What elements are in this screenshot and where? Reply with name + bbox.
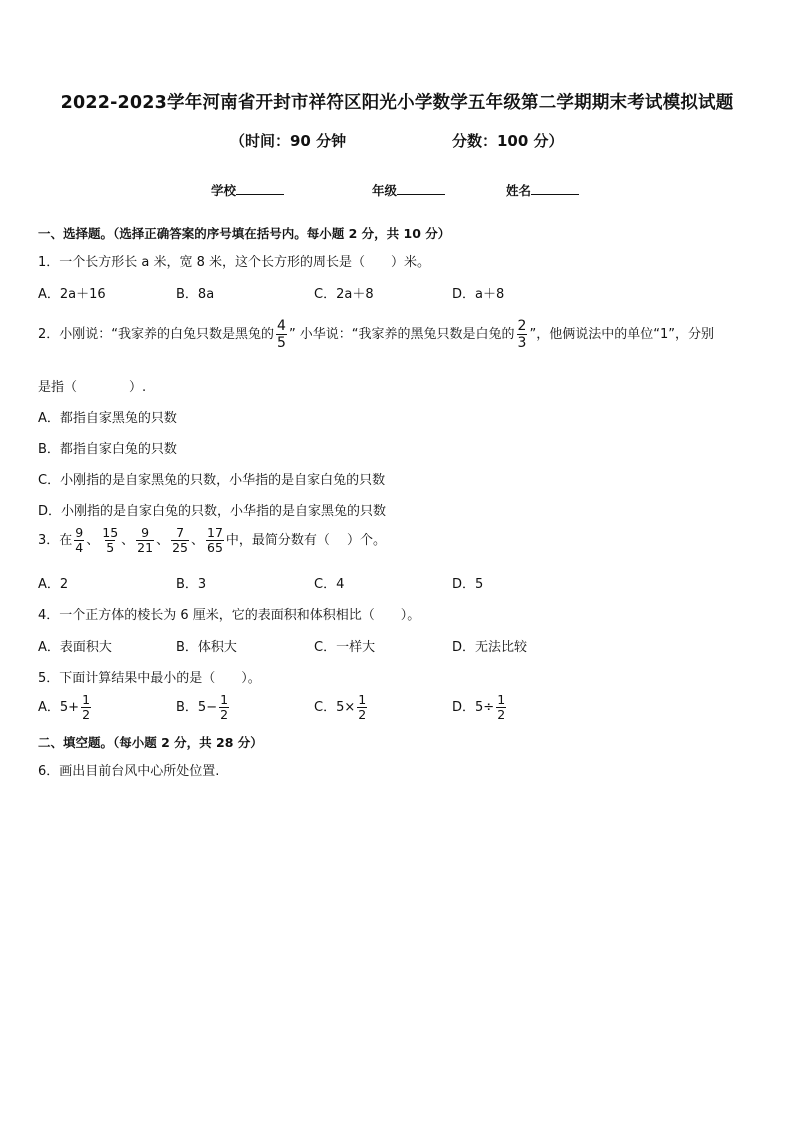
q1-option-b: B．8a <box>176 287 215 302</box>
fraction-denominator: 5 <box>106 540 115 555</box>
q5-option-d <box>452 693 508 722</box>
question-6: 6．画出目前台风中心所处位置. <box>38 764 220 779</box>
q4-option-c: C．一样大 <box>314 640 376 655</box>
grade-field <box>372 181 445 199</box>
section-2-heading: 二、填空题。（每小题 2 分，共 28 分） <box>38 735 263 750</box>
q3-separator: 、 <box>86 533 100 548</box>
fraction-numerator: 1 <box>497 692 506 707</box>
question-1: 1．一个长方形长 a 米，宽 8 米，这个长方形的周长是（ ）米。 <box>38 255 431 270</box>
q3-fraction-1 <box>74 526 84 555</box>
q2-option-c: C．小刚指的是自家黑兔的只数，小华指的是自家白兔的只数 <box>38 473 386 488</box>
q2-fraction-1 <box>276 318 287 351</box>
q3-option-a: A．2 <box>38 577 69 592</box>
exam-time: （时间：90 分钟 <box>230 132 347 150</box>
q3-fraction-3 <box>136 526 154 555</box>
q3-fraction-4 <box>171 526 189 555</box>
q3-separator: 、 <box>191 533 205 548</box>
question-5: 5．下面计算结果中最小的是（ ）。 <box>38 671 261 686</box>
q2-text-part2: ” 小华说：“我家养的黑兔只数是白兔的 <box>288 327 515 342</box>
q2-option-d: D．小刚指的是自家白兔的只数，小华指的是自家黑兔的只数 <box>38 504 387 519</box>
question-2-line-2: 是指（ ）. <box>38 380 147 395</box>
fraction-numerator: 1 <box>82 692 91 707</box>
q1-option-a: A．2a＋16 <box>38 287 106 302</box>
q5-option-a-fraction <box>81 693 91 722</box>
fraction-numerator: 1 <box>358 692 367 707</box>
name-field <box>506 181 579 199</box>
q3-option-c: C．4 <box>314 577 345 592</box>
grade-label: 年级 <box>372 183 398 198</box>
fraction-denominator: 4 <box>75 540 84 555</box>
fraction-numerator: 4 <box>277 318 286 334</box>
q3-separator: 、 <box>121 533 135 548</box>
question-2 <box>38 318 714 351</box>
fraction-denominator: 2 <box>358 707 367 722</box>
fraction-denominator: 2 <box>220 707 229 722</box>
fraction-numerator: 15 <box>102 525 119 540</box>
option-label: B．5− <box>176 700 218 715</box>
q3-prefix: 3．在 <box>38 533 73 548</box>
page-title: 2022-2023学年河南省开封市祥符区阳光小学数学五年级第二学期期末考试模拟试题 <box>60 93 734 113</box>
fraction-numerator: 1 <box>220 692 229 707</box>
name-blank <box>531 182 579 195</box>
q4-option-d: D．无法比较 <box>452 640 528 655</box>
fraction-denominator: 2 <box>82 707 91 722</box>
q5-option-a <box>38 693 93 722</box>
name-label: 姓名 <box>506 183 532 198</box>
fraction-numerator: 9 <box>75 525 84 540</box>
option-label: C．5× <box>314 700 356 715</box>
fraction-numerator: 17 <box>207 525 223 540</box>
q4-option-a: A．表面积大 <box>38 640 112 655</box>
question-4: 4．一个正方体的棱长为 6 厘米，它的表面积和体积相比（ ）。 <box>38 608 421 623</box>
fraction-numerator: 2 <box>517 318 527 334</box>
fraction-denominator: 65 <box>207 540 223 555</box>
q5-option-b-fraction <box>219 693 229 722</box>
q3-option-b: B．3 <box>176 577 207 592</box>
fraction-denominator: 2 <box>497 707 506 722</box>
q5-option-c-fraction <box>357 693 367 722</box>
q3-separator: 、 <box>156 533 170 548</box>
q4-option-b: B．体积大 <box>176 640 237 655</box>
q2-option-b: B．都指自家白兔的只数 <box>38 442 177 457</box>
school-field <box>211 181 284 199</box>
q1-option-d: D．a＋8 <box>452 287 505 302</box>
option-label: A．5+ <box>38 700 80 715</box>
section-1-heading: 一、选择题。（选择正确答案的序号填在括号内。每小题 2 分，共 10 分） <box>38 226 451 241</box>
q2-text-part1: 2．小刚说：“我家养的白兔只数是黑兔的 <box>38 327 275 342</box>
q3-fraction-2 <box>101 526 119 555</box>
q3-suffix: 中，最简分数有（ ）个。 <box>225 533 387 548</box>
fraction-numerator: 9 <box>141 525 150 540</box>
q2-fraction-2 <box>517 318 528 351</box>
q5-option-b <box>176 693 231 722</box>
question-3 <box>38 526 386 555</box>
school-label: 学校 <box>211 183 237 198</box>
q1-option-c: C．2a＋8 <box>314 287 374 302</box>
q5-option-c <box>314 693 369 722</box>
school-blank <box>236 182 284 195</box>
q2-text-part3: ”，他俩说法中的单位“1”，分别 <box>529 327 714 342</box>
q3-option-d: D．5 <box>452 577 484 592</box>
fraction-denominator: 21 <box>137 540 154 555</box>
fraction-denominator: 5 <box>277 335 286 351</box>
fraction-numerator: 7 <box>176 525 185 540</box>
q2-option-a: A．都指自家黑兔的只数 <box>38 411 177 426</box>
exam-score: 分数：100 分） <box>452 132 564 150</box>
q3-fraction-5 <box>206 526 224 555</box>
grade-blank <box>397 182 445 195</box>
q5-option-d-fraction <box>496 693 506 722</box>
option-label: D．5÷ <box>452 700 495 715</box>
fraction-denominator: 25 <box>172 540 188 555</box>
fraction-denominator: 3 <box>517 335 527 351</box>
